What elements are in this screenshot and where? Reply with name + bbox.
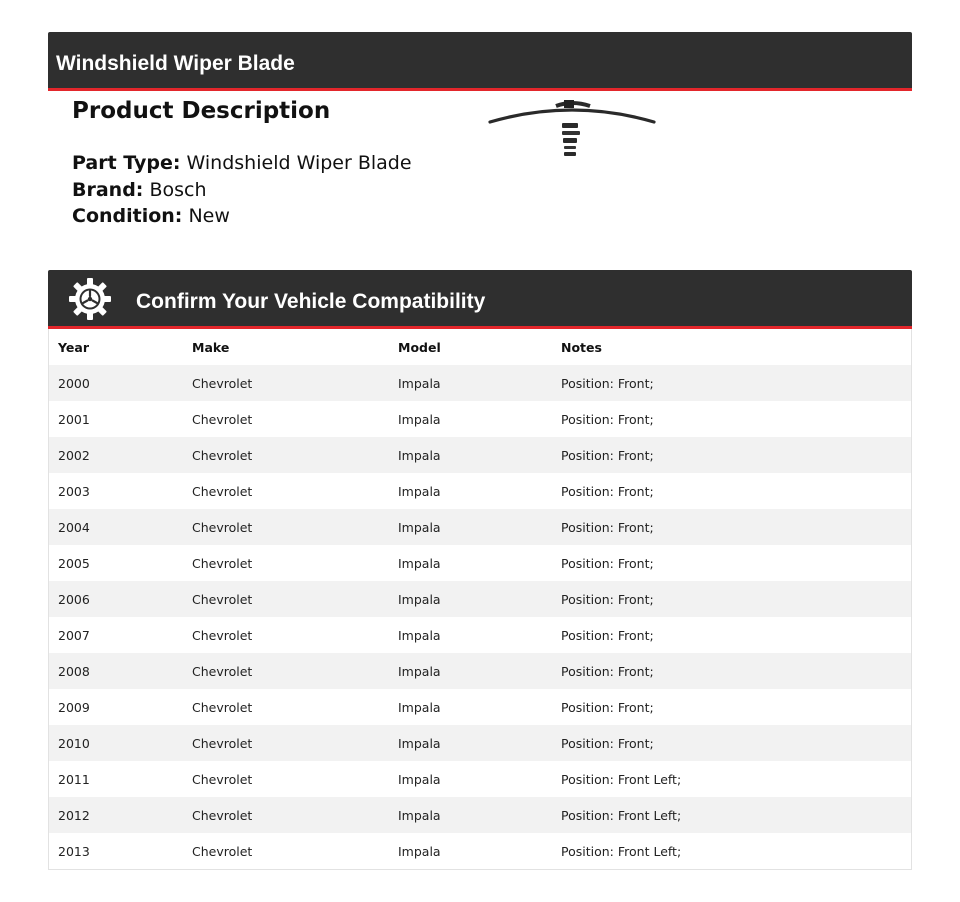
cell-model: Impala [398,771,441,787]
wiper-blade-icon [486,96,658,162]
cell-make: Chevrolet [192,699,253,715]
cell-year: 2001 [58,411,90,427]
cell-year: 2011 [58,771,90,787]
compatibility-title: Confirm Your Vehicle Compatibility [136,290,486,313]
column-header-model: Model [398,339,441,355]
compatibility-table [49,329,911,869]
spec-list [72,150,472,230]
spec-row [72,177,472,204]
cell-notes: Position: Front; [561,483,654,499]
page-title: Windshield Wiper Blade [56,52,295,75]
cell-model: Impala [398,555,441,571]
table-row [49,581,911,617]
product-description [72,96,472,230]
cell-year: 2004 [58,519,90,535]
cell-year: 2005 [58,555,90,571]
wiper-blade-image [486,96,658,162]
cell-notes: Position: Front; [561,555,654,571]
cell-notes: Position: Front; [561,699,654,715]
column-header-year: Year [58,339,89,355]
spec-row [72,150,472,177]
cell-make: Chevrolet [192,411,253,427]
cell-notes: Position: Front; [561,447,654,463]
cell-model: Impala [398,519,441,535]
table-row [49,689,911,725]
title-bar [48,32,912,91]
column-header-notes: Notes [561,339,602,355]
table-row [49,797,911,833]
cell-model: Impala [398,627,441,643]
cell-year: 2000 [58,375,90,391]
spec-value: New [188,205,230,227]
cell-make: Chevrolet [192,663,253,679]
cell-make: Chevrolet [192,807,253,823]
cell-year: 2010 [58,735,90,751]
cell-make: Chevrolet [192,591,253,607]
cell-notes: Position: Front; [561,735,654,751]
cell-model: Impala [398,699,441,715]
cell-make: Chevrolet [192,483,253,499]
table-row [49,401,911,437]
cell-year: 2007 [58,627,90,643]
spec-label: Brand: [72,178,144,201]
cell-notes: Position: Front; [561,663,654,679]
cell-notes: Position: Front Left; [561,807,682,823]
cell-notes: Position: Front; [561,591,654,607]
cell-make: Chevrolet [192,771,253,787]
spec-label: Part Type: [72,152,181,174]
spec-row [72,203,472,230]
cell-make: Chevrolet [192,735,253,751]
cell-model: Impala [398,447,441,463]
cell-model: Impala [398,375,441,391]
cell-notes: Position: Front Left; [561,771,682,787]
cell-year: 2008 [58,663,90,679]
table-row [49,833,911,869]
spec-value: Windshield Wiper Blade [186,152,412,174]
cell-year: 2002 [58,447,90,463]
compatibility-table-container [48,329,912,870]
table-row [49,545,911,581]
cell-model: Impala [398,735,441,751]
cell-make: Chevrolet [192,627,253,643]
cell-year: 2012 [58,807,90,823]
cell-make: Chevrolet [192,375,253,391]
column-header-make: Make [192,339,230,355]
cell-year: 2003 [58,483,90,499]
compatibility-header [48,270,912,329]
cell-make: Chevrolet [192,843,253,859]
spec-label: Condition: [72,205,183,227]
cell-model: Impala [398,663,441,679]
table-header-row [49,329,911,365]
table-row [49,617,911,653]
cell-year: 2006 [58,591,90,607]
table-row [49,761,911,797]
table-row [49,509,911,545]
table-row [49,725,911,761]
cell-make: Chevrolet [192,555,253,571]
gear-icon [68,277,112,321]
cell-notes: Position: Front; [561,519,654,535]
cell-notes: Position: Front Left; [561,843,682,859]
compatibility-table-body [49,365,911,869]
cell-notes: Position: Front; [561,627,654,643]
table-row [49,437,911,473]
cell-make: Chevrolet [192,447,253,463]
cell-model: Impala [398,843,441,859]
spec-value: Bosch [149,178,207,201]
cell-model: Impala [398,807,441,823]
product-description-heading: Product Description [72,98,331,124]
cell-year: 2009 [58,699,90,715]
cell-model: Impala [398,483,441,499]
table-row [49,365,911,401]
cell-model: Impala [398,591,441,607]
cell-year: 2013 [58,843,90,859]
table-row [49,653,911,689]
table-row [49,473,911,509]
cell-model: Impala [398,411,441,427]
cell-make: Chevrolet [192,519,253,535]
cell-notes: Position: Front; [561,411,654,427]
cell-notes: Position: Front; [561,375,654,391]
